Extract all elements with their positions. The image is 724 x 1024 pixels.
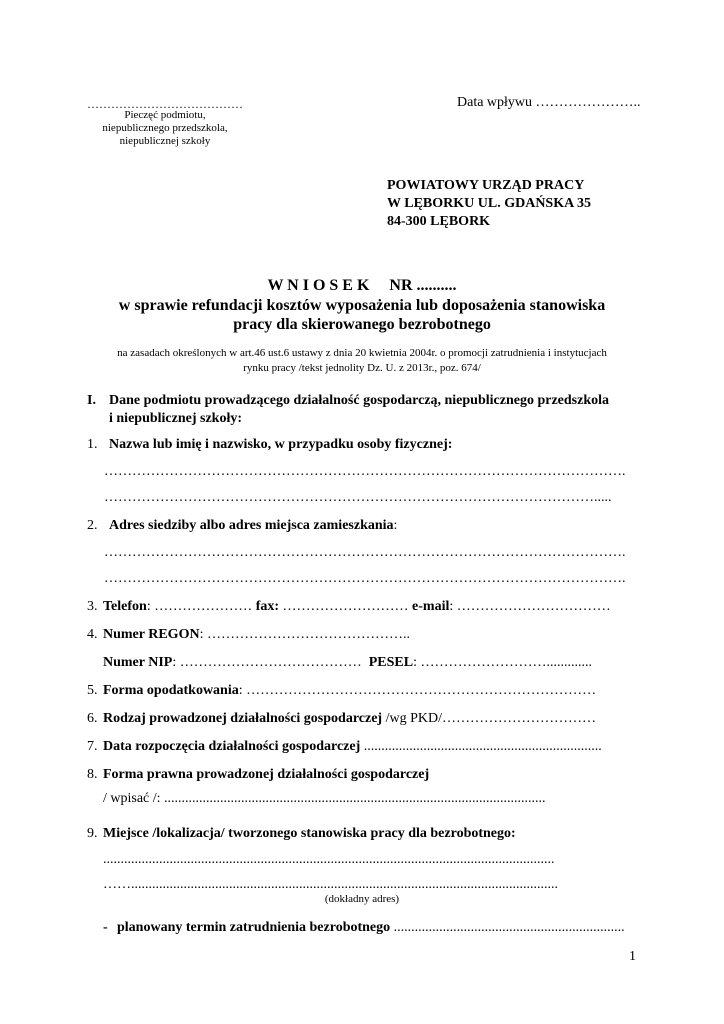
form-subtitle-2: pracy dla skierowanego bezrobotnego <box>233 316 491 333</box>
email-label: e-mail <box>412 599 450 614</box>
pesel-field[interactable]: : ………………………............. <box>413 655 592 670</box>
field-1-line-2[interactable]: ……………………………………………………………………………………………..... <box>104 490 612 505</box>
field-5-number: 5. <box>87 683 98 698</box>
field-9-number: 9. <box>87 826 98 841</box>
exact-address-caption: (dokładny adres) <box>324 893 400 905</box>
field-2-label-wrap <box>109 518 397 534</box>
employment-term-field[interactable]: .................................................................. <box>390 920 625 935</box>
fax-label: fax: <box>255 599 280 614</box>
legal-basis-1: na zasadach określonych w art.46 ust.6 ustawy z dnia 20 kwietnia 2004r. o promocji zatrudnienia i instytucjach <box>117 347 607 359</box>
workplace-location-label: Miejsce /lokalizacja/ tworzonego stanowiska pracy dla bezrobotnego: <box>103 826 516 841</box>
start-date-field[interactable]: .................................................................... <box>360 739 602 754</box>
field-6-number: 6. <box>87 711 98 726</box>
field-2-label: Adres siedziby albo adres miejsca zamieszkania <box>109 518 394 533</box>
field-1-label: Nazwa lub imię i nazwisko, w przypadku osoby fizycznej: <box>109 437 453 452</box>
field-6-row <box>103 711 596 727</box>
stamp-label-3: niepublicznej szkoły <box>119 135 211 147</box>
field-2-number: 2. <box>87 518 98 533</box>
field-3-row <box>103 599 611 615</box>
page-number: 1 <box>629 949 636 964</box>
start-date-label: Data rozpoczęcia działalności gospodarczej <box>103 739 361 754</box>
pesel-label: PESEL <box>368 655 414 670</box>
email-field[interactable]: : …………………………… <box>449 599 611 614</box>
field-3-number: 3. <box>87 599 98 614</box>
phone-label: Telefon <box>103 599 147 614</box>
section-heading-2: i niepublicznej szkoły: <box>109 411 243 426</box>
employment-term-label: planowany termin zatrudnienia bezrobotnego <box>117 920 391 935</box>
field-1-line-1[interactable]: …………………………………………………………………………………………………. <box>104 464 626 479</box>
regon-field[interactable]: : …………………………………….. <box>199 627 410 642</box>
taxation-field[interactable]: : ………………………………………………………………… <box>238 683 597 698</box>
office-name: POWIATOWY URZĄD PRACY <box>387 178 585 193</box>
term-dash: - <box>103 920 108 935</box>
field-1-number: 1. <box>87 437 98 452</box>
office-city: 84-300 LĘBORK <box>387 214 491 229</box>
field-5-row <box>103 683 596 699</box>
stamp-label-2: niepublicznego przedszkola, <box>102 122 228 134</box>
legal-form-field[interactable]: / wpisać /: ............................................................................................................. <box>103 791 546 806</box>
phone-field[interactable]: : ………………… <box>146 599 256 614</box>
form-title: W N I O S E K NR .......... <box>267 277 457 294</box>
field-7-number: 7. <box>87 739 98 754</box>
section-number: I. <box>87 393 96 408</box>
workplace-location-line-2[interactable]: …….......................................................................................................................... <box>103 877 558 892</box>
field-7-row <box>103 739 602 755</box>
nip-pesel-row <box>103 655 592 671</box>
regon-label: Numer REGON <box>103 627 200 642</box>
term-row <box>117 920 625 936</box>
fax-field[interactable]: ……………………… <box>279 599 413 614</box>
office-street: W LĘBORKU UL. GDAŃSKA 35 <box>387 196 591 211</box>
taxation-label: Forma opodatkowania <box>103 683 239 698</box>
activity-type-label: Rodzaj prowadzonej działalności gospodarczej <box>103 711 383 726</box>
section-heading-1: Dane podmiotu prowadzącego działalność gospodarczą, niepublicznego przedszkola <box>109 393 610 408</box>
field-2-line-2[interactable]: …………………………………………………………………………………………………. <box>104 571 626 586</box>
stamp-label-1: Pieczęć podmiotu, <box>124 109 206 121</box>
field-2-colon: : <box>393 518 398 533</box>
nip-field[interactable]: : ………………………………… <box>172 655 369 670</box>
field-8-number: 8. <box>87 767 98 782</box>
form-subtitle-1: w sprawie refundacji kosztów wyposażenia lub doposażenia stanowiska <box>118 297 606 314</box>
legal-form-label: Forma prawna prowadzonej działalności gospodarczej <box>103 767 430 782</box>
field-2-line-1[interactable]: …………………………………………………………………………………………………. <box>104 545 626 560</box>
activity-type-field[interactable]: /wg PKD/…………………………… <box>382 711 596 726</box>
stamp-dots: ………………………………… <box>87 97 243 111</box>
legal-basis-2: rynku pracy /tekst jednolity Dz. U. z 2013r., poz. 674/ <box>243 362 481 374</box>
nip-label: Numer NIP <box>103 655 173 670</box>
regon-row <box>103 627 410 643</box>
field-4-number: 4. <box>87 627 98 642</box>
receipt-date: Data wpływu ………………….. <box>457 95 641 110</box>
workplace-location-line-1[interactable]: ................................................................................................................................. <box>103 852 555 867</box>
